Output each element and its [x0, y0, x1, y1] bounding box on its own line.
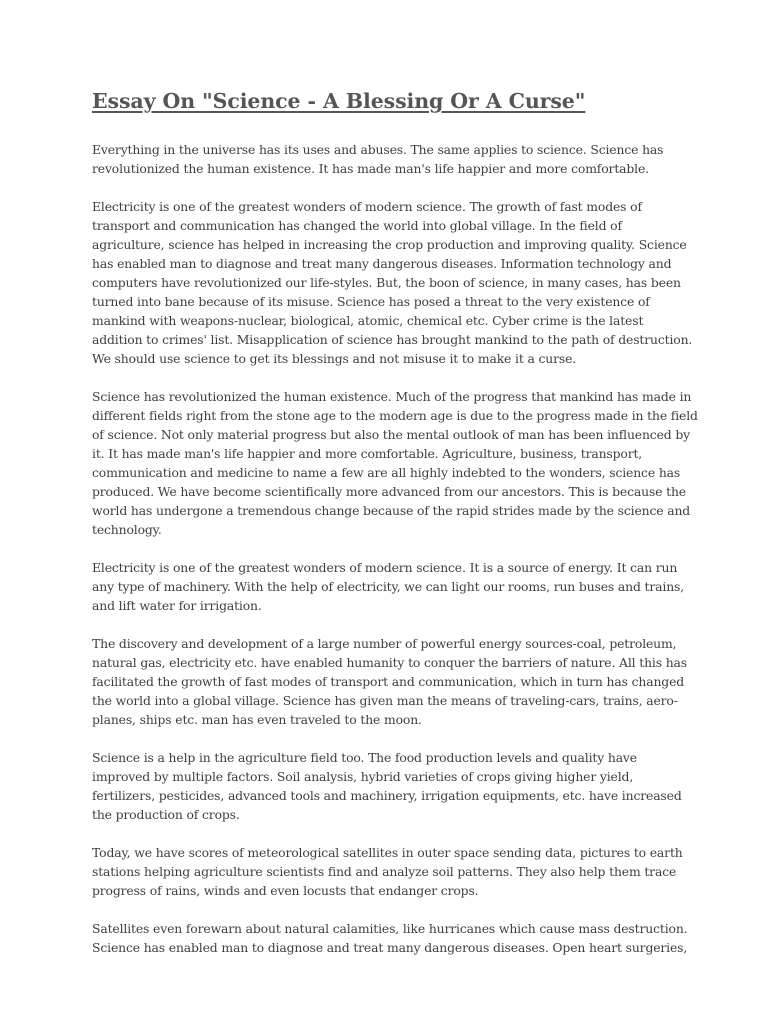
essay-content	[92, 84, 698, 976]
text-line: transport and communication has changed the world into global village. In the field of	[92, 218, 622, 233]
text-line: Science is a help in the agriculture field too. The food production levels and quality have	[92, 750, 637, 765]
text-line: Electricity is one of the greatest wonders of modern science. It is a source of energy. It can run	[92, 560, 678, 575]
text-line: progress of rains, winds and even locusts that endanger crops.	[92, 883, 479, 898]
text-line: and lift water for irrigation.	[92, 598, 262, 613]
text-line: it. It has made man's life happier and more comfortable. Agriculture, business, transport,	[92, 446, 643, 461]
text-line: stations helping agriculture scientists find and analyze soil patterns. They also help them trace	[92, 864, 677, 879]
text-line: We should use science to get its blessings and not misuse it to make it a curse.	[92, 351, 577, 366]
text-line: different fields right from the stone age to the modern age is due to the progress made in the field	[92, 408, 698, 423]
text-line: Science has revolutionized the human existence. Much of the progress that mankind has made in	[92, 389, 692, 404]
text-line: Science has enabled man to diagnose and treat many dangerous diseases. Open heart surgeries,	[92, 940, 688, 955]
text-line: natural gas, electricity etc. have enabled humanity to conquer the barriers of nature. All this has	[92, 655, 687, 670]
text-line: mankind with weapons-nuclear, biological, atomic, chemical etc. Cyber crime is the latest	[92, 313, 644, 328]
text-line: agriculture, science has helped in increasing the crop production and improving quality. Science	[92, 237, 687, 252]
text-line: fertilizers, pesticides, advanced tools and machinery, irrigation equipments, etc. have increased	[92, 788, 682, 803]
text-line: the world into a global village. Science has given man the means of traveling-cars, trains, aero-	[92, 693, 678, 708]
text-line: turned into bane because of its misuse. Science has posed a threat to the very existence of	[92, 294, 650, 309]
text-line: Everything in the universe has its uses and abuses. The same applies to science. Science has	[92, 142, 664, 157]
text-line: technology.	[92, 522, 162, 537]
paragraph-3	[92, 387, 698, 539]
paragraph-1	[92, 140, 682, 178]
text-line: improved by multiple factors. Soil analysis, hybrid varieties of crops giving higher yield,	[92, 769, 634, 784]
text-line: computers have revolutionized our life-styles. But, the boon of science, in many cases, has been	[92, 275, 681, 290]
text-line: facilitated the growth of fast modes of transport and communication, which in turn has changed	[92, 674, 685, 689]
essay-title: Essay On "Science - A Blessing Or A Curse"	[92, 89, 586, 113]
text-line: of science. Not only material progress but also the mental outlook of man has been influenced by	[92, 427, 690, 442]
paragraph-7	[92, 843, 682, 900]
text-line: revolutionized the human existence. It has made man's life happier and more comfortable.	[92, 161, 649, 176]
paragraph-2	[92, 197, 693, 368]
paragraph-5	[92, 634, 687, 729]
text-line: world has undergone a tremendous change because of the rapid strides made by the science and	[92, 503, 691, 518]
text-line: planes, ships etc. man has even traveled to the moon.	[92, 712, 422, 727]
text-line: The discovery and development of a large number of powerful energy sources-coal, petroleum,	[92, 636, 677, 651]
text-line: produced. We have become scientifically more advanced from our ancestors. This is because the	[92, 484, 686, 499]
text-line: Electricity is one of the greatest wonders of modern science. The growth of fast modes of	[92, 199, 642, 214]
text-line: communication and medicine to name a few are all highly indebted to the wonders, science has	[92, 465, 681, 480]
text-line: Satellites even forewarn about natural calamities, like hurricanes which cause mass destruction.	[92, 921, 688, 936]
paragraph-4	[92, 558, 685, 615]
text-line: addition to crimes' list. Misapplication of science has brought mankind to the path of destruction.	[92, 332, 693, 347]
paragraph-6	[92, 748, 682, 824]
text-line: any type of machinery. With the help of electricity, we can light our rooms, run buses and trains,	[92, 579, 685, 594]
text-line: the production of crops.	[92, 807, 240, 822]
text-line: Today, we have scores of meteorological satellites in outer space sending data, pictures to earth	[92, 845, 683, 860]
text-line: has enabled man to diagnose and treat many dangerous diseases. Information technology and	[92, 256, 672, 271]
paragraph-8	[92, 919, 688, 957]
